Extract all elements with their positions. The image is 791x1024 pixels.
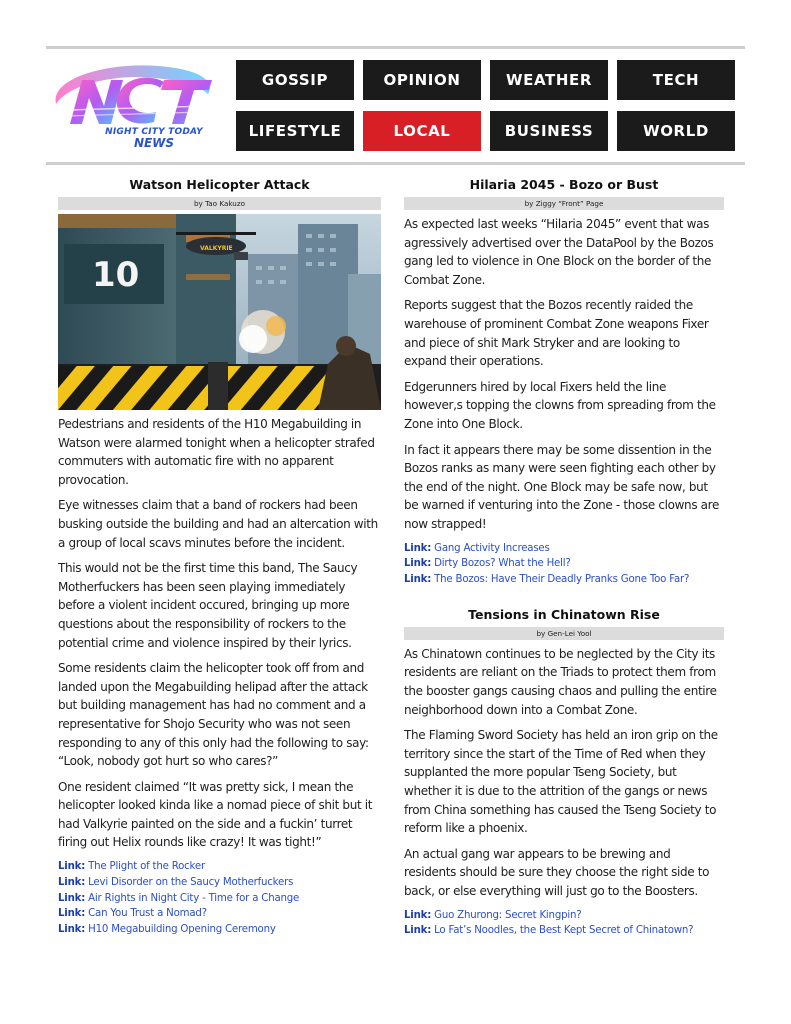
related-link-row xyxy=(404,572,724,588)
related-link-row xyxy=(58,922,381,938)
article-hilaria xyxy=(404,176,724,588)
article-paragraph: Pedestrians and residents of the H10 Megabuilding in Watson were alarmed tonight when a helicopter strafed commuters with automatic fire with no apparent provocation. xyxy=(58,417,375,487)
nav-lifestyle[interactable]: LIFESTYLE xyxy=(236,111,354,151)
related-links xyxy=(404,908,724,940)
related-link[interactable]: The Plight of the Rocker xyxy=(88,861,205,873)
related-link[interactable]: Levi Disorder on the Saucy Motherfuckers xyxy=(88,876,294,888)
svg-text:VALKYRIE: VALKYRIE xyxy=(200,245,233,252)
right-column xyxy=(404,176,724,939)
nav-local[interactable]: LOCAL xyxy=(363,111,481,151)
nav-world[interactable]: WORLD xyxy=(617,111,735,151)
related-link-row xyxy=(404,541,724,557)
link-label: Link: xyxy=(58,892,86,904)
masthead-bottom-rule xyxy=(46,162,745,165)
related-links xyxy=(404,541,724,588)
link-label: Link: xyxy=(404,925,432,937)
photo-building-number: 10 xyxy=(92,255,140,295)
article-paragraph: Some residents claim the helicopter took off from and landed upon the Megabuilding helipad after the attack but building management has had no comment and a representative for Shojo Security who was not seen responding to any of this only had the following to say: “Look, nobody got hurt so who cares?” xyxy=(58,661,369,769)
related-link[interactable]: Dirty Bozos? What the Hell? xyxy=(434,558,571,570)
article-paragraph: Edgerunners hired by local Fixers held the line however,s topping the clowns from spreading from the Zone into One Block. xyxy=(404,379,716,431)
article-paragraph: Reports suggest that the Bozos recently raided the warehouse of prominent Combat Zone weapons Fixer and piece of shit Mark Stryker and are looking to expand their operations. xyxy=(404,298,709,369)
article-paragraph: An actual gang war appears to be brewing and residents should be sure they choose the right side to back, or else everything will just go to the Boosters. xyxy=(404,846,710,899)
related-link[interactable]: Can You Trust a Nomad? xyxy=(88,908,207,920)
related-link[interactable]: H10 Megabuilding Opening Ceremony xyxy=(88,924,276,936)
logo-subtitle: NEWS xyxy=(133,136,175,150)
link-label: Link: xyxy=(404,909,432,921)
article-watson xyxy=(58,176,381,938)
nct-logo[interactable] xyxy=(48,60,218,152)
article-paragraph: One resident claimed “It was pretty sick, I mean the helicopter looked kinda like a nomad piece of shit but it had Valkyrie painted on the side and a fuckin’ turret firing out Helix rounds like crazy! It was tight!” xyxy=(58,779,373,850)
link-label: Link: xyxy=(404,558,432,570)
article-headline: Watson Helicopter Attack xyxy=(129,177,310,192)
article-headline: Tensions in Chinatown Rise xyxy=(468,606,660,622)
article-photo xyxy=(58,214,381,410)
article-headline: Hilaria 2045 - Bozo or Bust xyxy=(469,177,659,192)
article-byline: by Gen-Lei Yool xyxy=(404,627,724,640)
related-link-row xyxy=(58,859,381,875)
link-label: Link: xyxy=(58,876,86,888)
related-link-row xyxy=(58,891,381,907)
related-link[interactable]: Lo Fat’s Noodles, the Best Kept Secret of Chinatown? xyxy=(434,925,694,937)
article-paragraph: As Chinatown continues to be neglected by the City its residents are reliant on the Triads to protect them from the booster gangs causing chaos and pulling the entire neighborhood down into a Combat Zone. xyxy=(404,646,717,717)
nav-business[interactable]: BUSINESS xyxy=(490,111,608,151)
nav-weather[interactable]: WEATHER xyxy=(490,60,608,100)
related-links xyxy=(58,859,381,938)
related-link-row xyxy=(58,875,381,891)
section-nav xyxy=(236,60,736,153)
article-paragraph: This would not be the first time this band, The Saucy Motherfuckers has been seen playing immediately before a violent incident occured, bringing up more questions about the responsibility of rockers to the potential crime and violence inspired by their lyrics. xyxy=(58,561,358,650)
article-paragraph: In fact it appears there may be some dissention in the Bozos ranks as many were seen fighting each other by the end of the night. One Block may be safe now, but be warned if venturing into the Zone - those clowns are now strapped! xyxy=(404,442,720,531)
article-spacer xyxy=(404,588,724,606)
article-paragraph: As expected last weeks “Hilaria 2045” event that was agressively advertised over the DataPool by the Bozos gang led to violence in One Block on the border of the Combat Zone. xyxy=(404,217,714,287)
article-byline: by Tao Kakuzo xyxy=(58,197,381,210)
related-link-row xyxy=(404,923,724,939)
logo-tagline: NIGHT CITY TODAY xyxy=(105,127,203,137)
related-link[interactable]: The Bozos: Have Their Deadly Pranks Gone Too Far? xyxy=(434,574,690,586)
related-link[interactable]: Guo Zhurong: Secret Kingpin? xyxy=(434,909,582,921)
top-rule xyxy=(46,46,745,49)
article-byline: by Ziggy “Front” Page xyxy=(404,197,724,210)
related-link[interactable]: Air Rights in Night City - Time for a Change xyxy=(88,892,300,904)
nct-logo-mark xyxy=(48,60,218,130)
article-chinatown xyxy=(404,606,724,939)
link-label: Link: xyxy=(404,574,432,586)
link-label: Link: xyxy=(58,861,86,873)
related-link[interactable]: Gang Activity Increases xyxy=(434,542,550,554)
article-paragraph: Eye witnesses claim that a band of rockers had been busking outside the building and had an altercation with a group of local scavs minutes before the incident. xyxy=(58,498,378,550)
nav-opinion[interactable]: OPINION xyxy=(363,60,481,100)
related-link-row xyxy=(404,908,724,924)
link-label: Link: xyxy=(404,542,432,554)
link-label: Link: xyxy=(58,908,86,920)
nav-gossip[interactable]: GOSSIP xyxy=(236,60,354,100)
related-link-row xyxy=(58,906,381,922)
article-paragraph: The Flaming Sword Society has held an iron grip on the territory since the start of the Time of Red when they supplanted the more popular Tseng Society, but whether it is due to the attrition of the gangs or news from China something has caused the Tseng Society to reform like a phoenix. xyxy=(404,728,718,836)
nav-tech[interactable]: TECH xyxy=(617,60,735,100)
related-link-row xyxy=(404,556,724,572)
link-label: Link: xyxy=(58,924,86,936)
